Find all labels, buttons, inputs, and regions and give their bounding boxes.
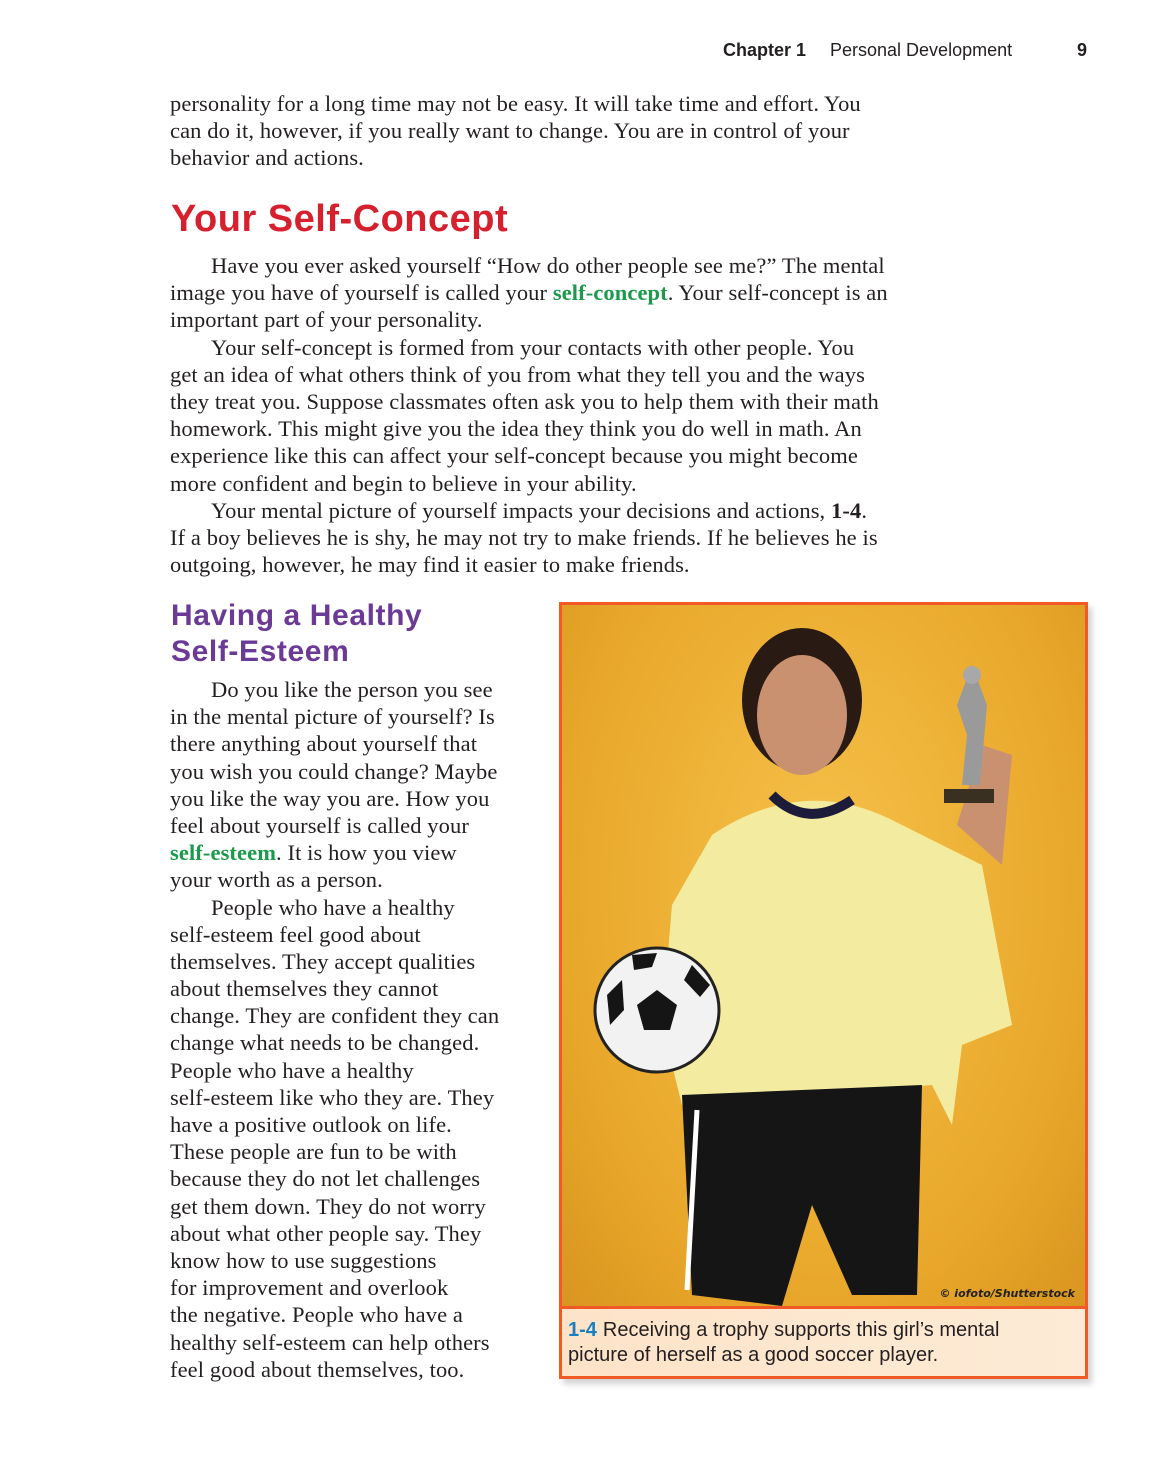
- section-title: Personal Development: [830, 40, 1013, 60]
- text-line: [170, 730, 499, 757]
- text-line: [170, 415, 940, 442]
- text-line: [170, 361, 940, 388]
- text-line: [170, 551, 940, 578]
- text-segment: homework. This might give you the idea they think you do well in math. An: [170, 416, 862, 442]
- self-concept-body: [170, 252, 940, 578]
- text-segment: People who have a healthy: [211, 894, 455, 920]
- text-segment: because they do not let challenges: [170, 1166, 481, 1192]
- text-segment: can do it, however, if you really want to change. You are in control of your: [170, 118, 850, 144]
- figure-caption: [562, 1309, 1085, 1376]
- text-line: [170, 1002, 499, 1029]
- text-segment: know how to use suggestions: [170, 1247, 437, 1273]
- figure-number: 1-4: [568, 1319, 597, 1341]
- text-segment: These people are fun to be with: [170, 1139, 457, 1165]
- text-line: [170, 442, 940, 469]
- text-segment: Your mental picture of yourself impacts your decisions and actions,: [211, 497, 832, 523]
- text-segment: change. They are confident they can: [170, 1003, 500, 1029]
- text-segment: they treat you. Suppose classmates often ask you to help them with their math: [170, 388, 879, 414]
- text-segment: Have you ever asked yourself “How do other people see me?” The mental: [211, 253, 885, 278]
- text-line: [170, 975, 499, 1002]
- text-segment: experience like this can affect your self-concept because you might become: [170, 443, 858, 469]
- intro-paragraph: [170, 90, 861, 172]
- key-term: self-concept: [552, 280, 668, 306]
- subsection-heading-line: Having a Healthy: [171, 599, 423, 632]
- text-segment: . It is how you view: [276, 840, 457, 866]
- text-segment: get an idea of what others think of you from what they tell you and the ways: [170, 361, 865, 387]
- subsection-heading: [171, 598, 422, 670]
- text-segment: you wish you could change? Maybe: [170, 758, 498, 784]
- text-line: [170, 1247, 499, 1274]
- text-segment: healthy self-esteem can help others: [170, 1329, 490, 1355]
- text-line: [170, 812, 499, 839]
- text-line: [170, 921, 499, 948]
- text-line: [170, 1057, 499, 1084]
- text-line: [170, 1329, 499, 1356]
- text-segment: feel about yourself is called your: [170, 812, 469, 838]
- text-segment: Your self-concept is formed from your contacts with other people. You: [211, 334, 855, 360]
- text-line: [170, 839, 499, 866]
- text-segment: your worth as a person.: [170, 867, 383, 893]
- text-line: [170, 524, 940, 551]
- text-segment: themselves. They accept qualities: [170, 948, 476, 974]
- text-line: [170, 703, 499, 730]
- text-line: [170, 866, 499, 893]
- text-segment: for improvement and overlook: [170, 1275, 449, 1301]
- text-line: [170, 497, 940, 524]
- text-segment: about themselves they cannot: [170, 976, 439, 1002]
- text-line: [170, 334, 940, 361]
- text-segment: self-esteem feel good about: [170, 921, 421, 947]
- text-segment: change what needs to be changed.: [170, 1030, 480, 1056]
- text-line: [170, 948, 499, 975]
- page-number: 9: [1077, 40, 1088, 60]
- text-line: [170, 1193, 499, 1220]
- photo-credit: © iofoto/Shutterstock: [939, 1287, 1075, 1300]
- text-segment: Do you like the person you see: [211, 677, 493, 702]
- text-line: [170, 1029, 499, 1056]
- text-segment: self-esteem like who they are. They: [170, 1084, 495, 1110]
- text-line: [170, 758, 499, 785]
- text-segment: behavior and actions.: [170, 145, 364, 171]
- text-line: [170, 1274, 499, 1301]
- text-segment: more confident and begin to believe in your ability.: [170, 470, 637, 496]
- caption-text: picture of herself as a good soccer player.: [568, 1344, 939, 1366]
- text-line: [170, 785, 499, 812]
- figure-1-4: [559, 602, 1088, 1379]
- text-segment: People who have a healthy: [170, 1057, 414, 1083]
- text-segment: If a boy believes he is shy, he may not try to make friends. If he believes he is: [170, 524, 878, 550]
- text-line: [170, 1084, 499, 1111]
- text-line: [170, 470, 940, 497]
- text-segment: there anything about yourself that: [170, 731, 478, 757]
- text-segment: about what other people say. They: [170, 1220, 482, 1246]
- text-segment: .: [861, 497, 868, 523]
- photo-girl-with-trophy: [562, 605, 1085, 1309]
- text-line: [170, 1138, 499, 1165]
- text-segment: important part of your personality.: [170, 307, 483, 333]
- subsection-heading-line: Self-Esteem: [171, 635, 350, 668]
- self-esteem-body: [170, 676, 499, 1383]
- text-line: [170, 144, 861, 171]
- text-segment: . Your self-concept is an: [667, 280, 888, 306]
- text-segment: you like the way you are. How you: [170, 785, 490, 811]
- caption-text: Receiving a trophy supports this girl’s mental: [602, 1319, 1000, 1341]
- text-segment: have a positive outlook on life.: [170, 1112, 452, 1137]
- section-heading: Your Self-Concept: [171, 198, 509, 240]
- figure-reference: 1-4: [831, 497, 862, 523]
- text-segment: get them down. They do not worry: [170, 1193, 486, 1219]
- text-segment: in the mental picture of yourself? Is: [170, 704, 495, 730]
- chapter-label: Chapter 1: [723, 40, 807, 60]
- text-segment: the negative. People who have a: [170, 1302, 463, 1328]
- text-line: [170, 117, 861, 144]
- text-line: [170, 1356, 499, 1383]
- text-line: [170, 894, 499, 921]
- text-line: [170, 90, 861, 117]
- text-line: [170, 676, 499, 703]
- text-segment: personality for a long time may not be easy. It will take time and effort. You: [170, 91, 861, 116]
- key-term: self-esteem: [170, 840, 277, 866]
- photo-illustration: [562, 605, 1085, 1306]
- text-line: [170, 252, 940, 279]
- text-line: [170, 1220, 499, 1247]
- text-line: [170, 1111, 499, 1138]
- text-line: [170, 279, 940, 306]
- text-line: [170, 1301, 499, 1328]
- text-line: [170, 306, 940, 333]
- text-segment: feel good about themselves, too.: [170, 1356, 465, 1382]
- text-segment: outgoing, however, he may find it easier to make friends.: [170, 552, 690, 578]
- text-line: [170, 1165, 499, 1192]
- text-segment: image you have of yourself is called your: [170, 280, 553, 306]
- text-line: [170, 388, 940, 415]
